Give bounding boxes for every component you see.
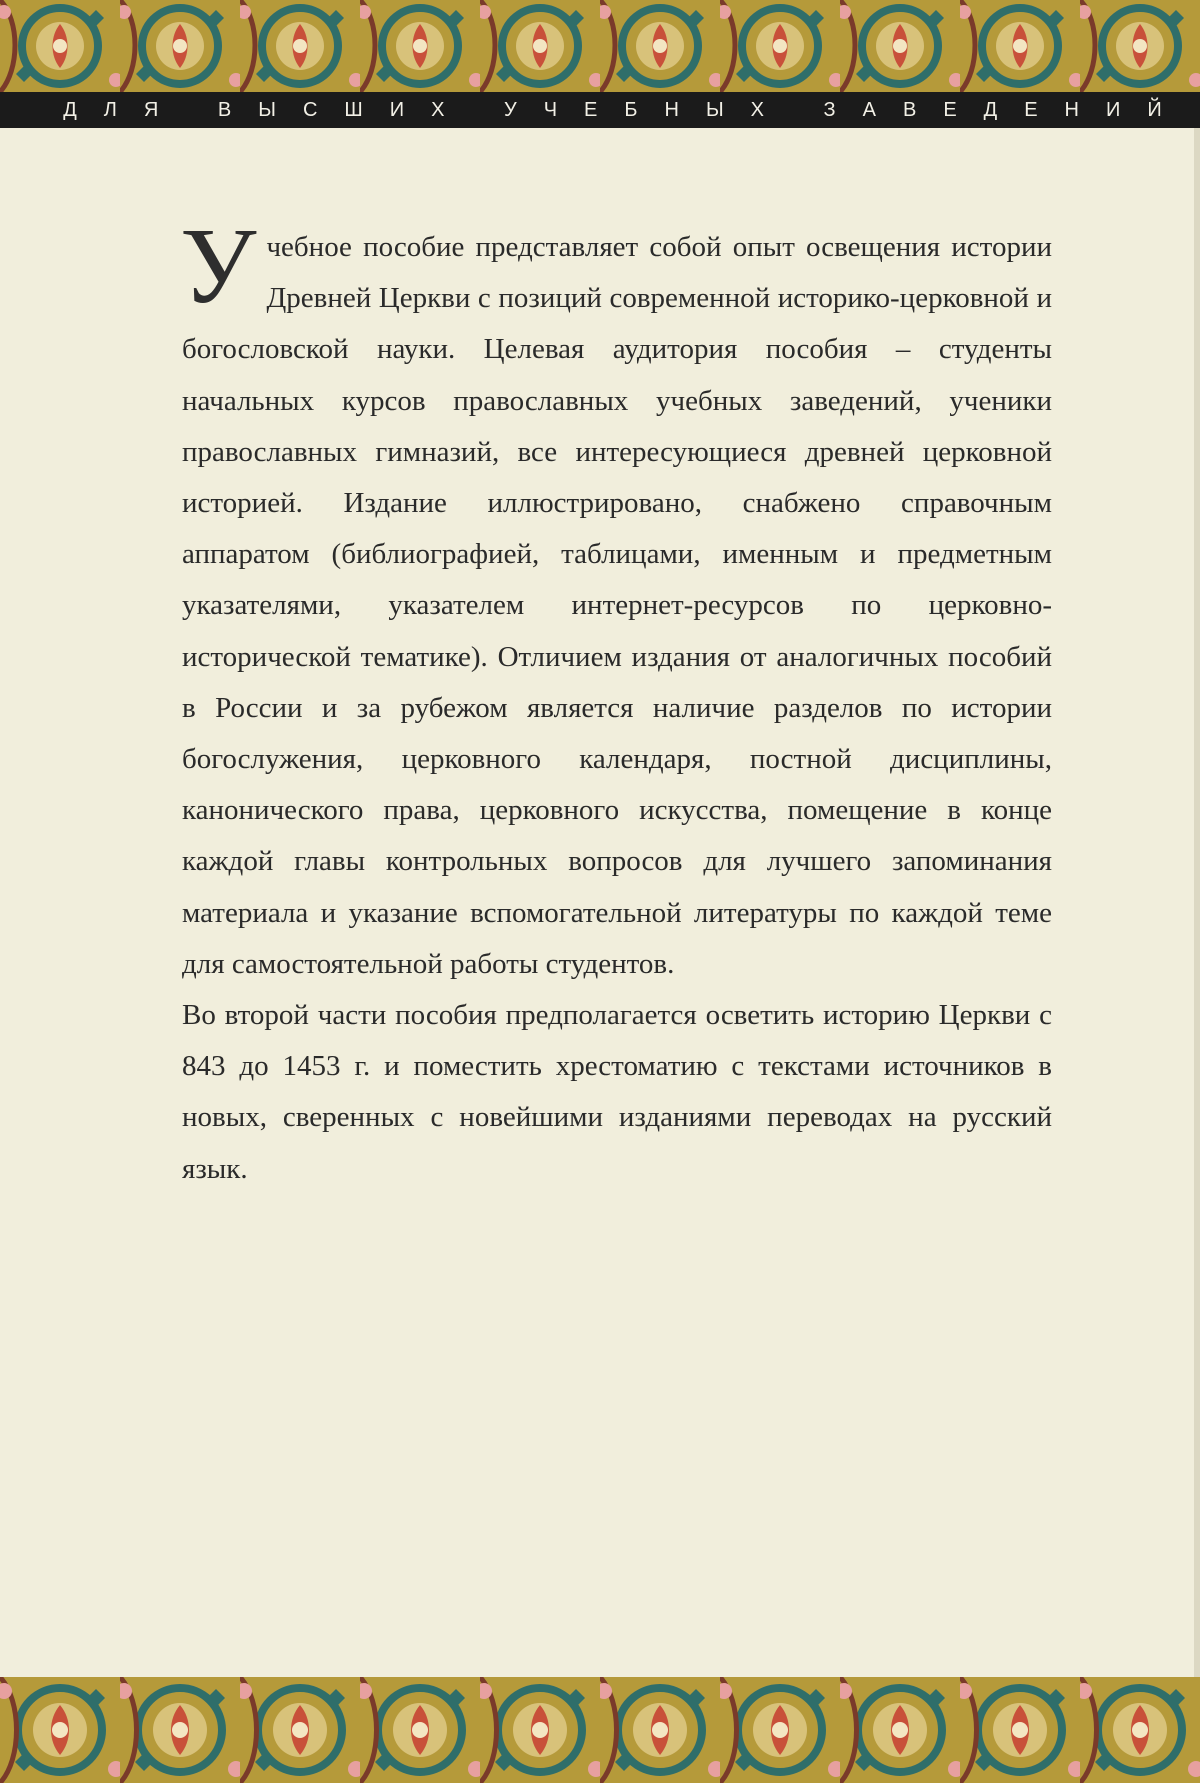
annotation-text (180, 207, 1052, 1195)
series-title-band (0, 92, 1200, 128)
top-ornamental-border (0, 0, 1200, 92)
series-title: ДЛЯ ВЫСШИХ УЧЕБНЫХ ЗАВЕДЕНИЙ (63, 99, 1189, 121)
ornament-pattern-icon (0, 1677, 1200, 1783)
cover-edge (1194, 128, 1200, 1677)
drop-cap: У (180, 207, 257, 326)
annotation-paragraph-1-text: чебное пособие представляет собой опыт освещения истории Древней Церкви с позиций современной историко-церковной и богословской науки. Целевая аудитория пособия – студенты начальных курсов православных учебных заведений, ученики православных гимназий, все интересующиеся древней церковной историей. Издание иллюстрировано, снабжено справочным аппаратом (библиографией, таблицами, именным и предметным указателями, указателем интернет-ресурсов по церковно-исторической тематике). Отличием издания от аналогичных пособий в России и за рубежом является наличие разделов по истории богослужения, церковного календаря, постной дисциплины, канонического права, церковного искусства, помещение в конце каждой главы контрольных вопросов для лучшего запоминания материала и указание вспомогательной литературы по каждой теме для самостоятельной работы студентов. (182, 231, 1052, 980)
annotation-paragraph-1 (180, 207, 1052, 990)
ornament-pattern-icon (0, 0, 1200, 92)
bottom-ornamental-border (0, 1677, 1200, 1783)
annotation-paragraph-2: Во второй части пособия предполагается осветить историю Церкви с 843 до 1453 г. и поместить хрестоматию с текстами источников в новых, сверенных с новейшими изданиями переводах на русский язык. (182, 999, 1052, 1185)
